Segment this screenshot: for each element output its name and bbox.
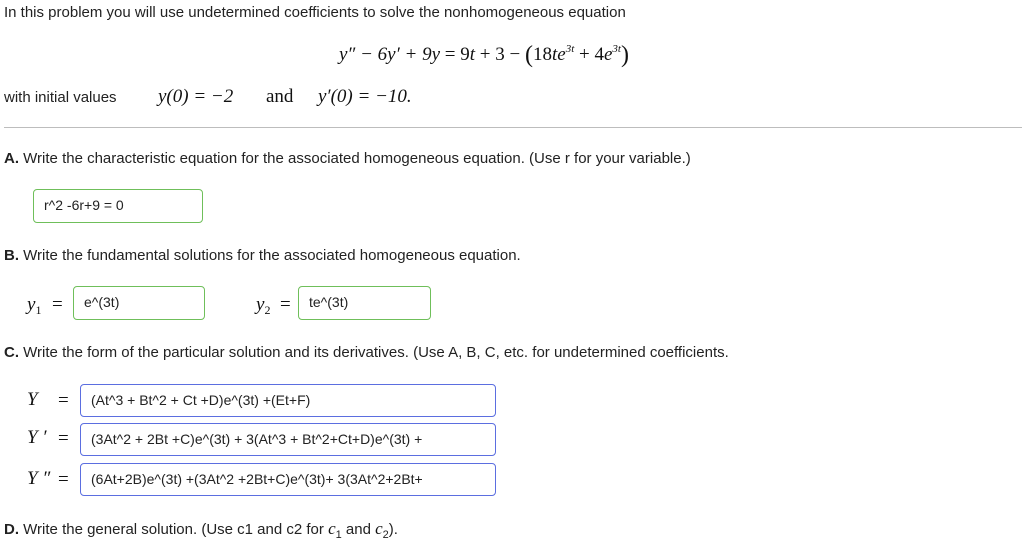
eq-exp-1: 3t [565, 43, 575, 55]
eq-exp-2: 3t [612, 43, 621, 55]
eq-y: y [431, 44, 441, 65]
part-a-letter: A. [4, 150, 19, 167]
y1-equals: = [52, 294, 63, 315]
eq-y-double-prime: y″ − 6 [339, 44, 388, 65]
eq-t: t [469, 44, 476, 65]
part-d-text: Write the general solution. (Use c1 and c2 for [23, 521, 329, 538]
divider [4, 127, 1022, 128]
part-d-letter: D. [4, 521, 19, 538]
eq-e: e [603, 44, 613, 65]
c1-subscript: 1 [335, 529, 342, 541]
part-a-text: Write the characteristic equation for the associated homogeneous equation. (Use r for your variable.) [23, 150, 691, 167]
eq-y-prime: y′ + 9 [387, 44, 432, 65]
y2-subscript: 2 [264, 303, 271, 317]
part-b-text: Write the fundamental solutions for the associated homogeneous equation. [23, 247, 521, 264]
part-d-prompt [4, 519, 398, 539]
y2-equals: = [280, 294, 291, 315]
y2-label [256, 294, 270, 316]
y1-input[interactable]: e^(3t) [73, 286, 205, 320]
Ypp-equals: = [58, 469, 69, 490]
part-b-letter: B. [4, 247, 19, 264]
c2-subscript: 2 [382, 529, 389, 541]
eq-mid: + 3 − [475, 44, 525, 65]
eq-equals: = 9 [440, 44, 470, 65]
eq-te: te [551, 44, 566, 65]
eq-plus: + 4 [574, 44, 604, 65]
y1-label [27, 294, 41, 316]
part-c-letter: C. [4, 344, 19, 361]
Yp-input[interactable]: (3At^2 + 2Bt +C)e^(3t) + 3(At^3 + Bt^2+Ct+D)e^(3t) + [80, 423, 496, 456]
part-b-prompt [4, 247, 521, 264]
Y-label: Y [27, 389, 38, 410]
y2-input[interactable]: te^(3t) [298, 286, 431, 320]
part-c-text: Write the form of the particular solution and its derivatives. (Use A, B, C, etc. for undetermined coefficients. [23, 344, 729, 361]
y2-symbol: y [256, 294, 265, 315]
Yp-equals: = [58, 428, 69, 449]
y1-subscript: 1 [35, 303, 42, 317]
y1-symbol: y [27, 294, 36, 315]
Ypp-label: Y ″ [27, 468, 51, 489]
Ypp-input[interactable]: (6At+2B)e^(3t) +(3At^2 +2Bt+C)e^(3t)+ 3(3At^2+2Bt+ [80, 463, 496, 496]
Y-input[interactable]: (At^3 + Bt^2 + Ct +D)e^(3t) +(Et+F) [80, 384, 496, 417]
intro-text: In this problem you will use undetermined coefficients to solve the nonhomogeneous equation [4, 4, 626, 21]
initial-yp0: y′(0) = −10. [318, 86, 412, 107]
part-d-end: ). [388, 521, 398, 538]
initial-values-label: with initial values [4, 89, 117, 106]
differential-equation [339, 40, 629, 67]
Y-equals: = [58, 390, 69, 411]
part-d-and: and [341, 521, 376, 538]
c2-symbol: c [375, 519, 383, 538]
eq-coef: 18 [532, 44, 552, 65]
part-a-prompt [4, 150, 691, 167]
Yp-label: Y ′ [27, 427, 47, 448]
initial-y0: y(0) = −2 [158, 86, 234, 107]
part-c-prompt [4, 344, 729, 361]
eq-paren-close: ) [620, 42, 629, 68]
c1-symbol: c [328, 519, 336, 538]
initial-and: and [266, 86, 294, 107]
characteristic-equation-input[interactable]: r^2 -6r+9 = 0 [33, 189, 203, 223]
eq-paren-open: ( [524, 42, 533, 68]
